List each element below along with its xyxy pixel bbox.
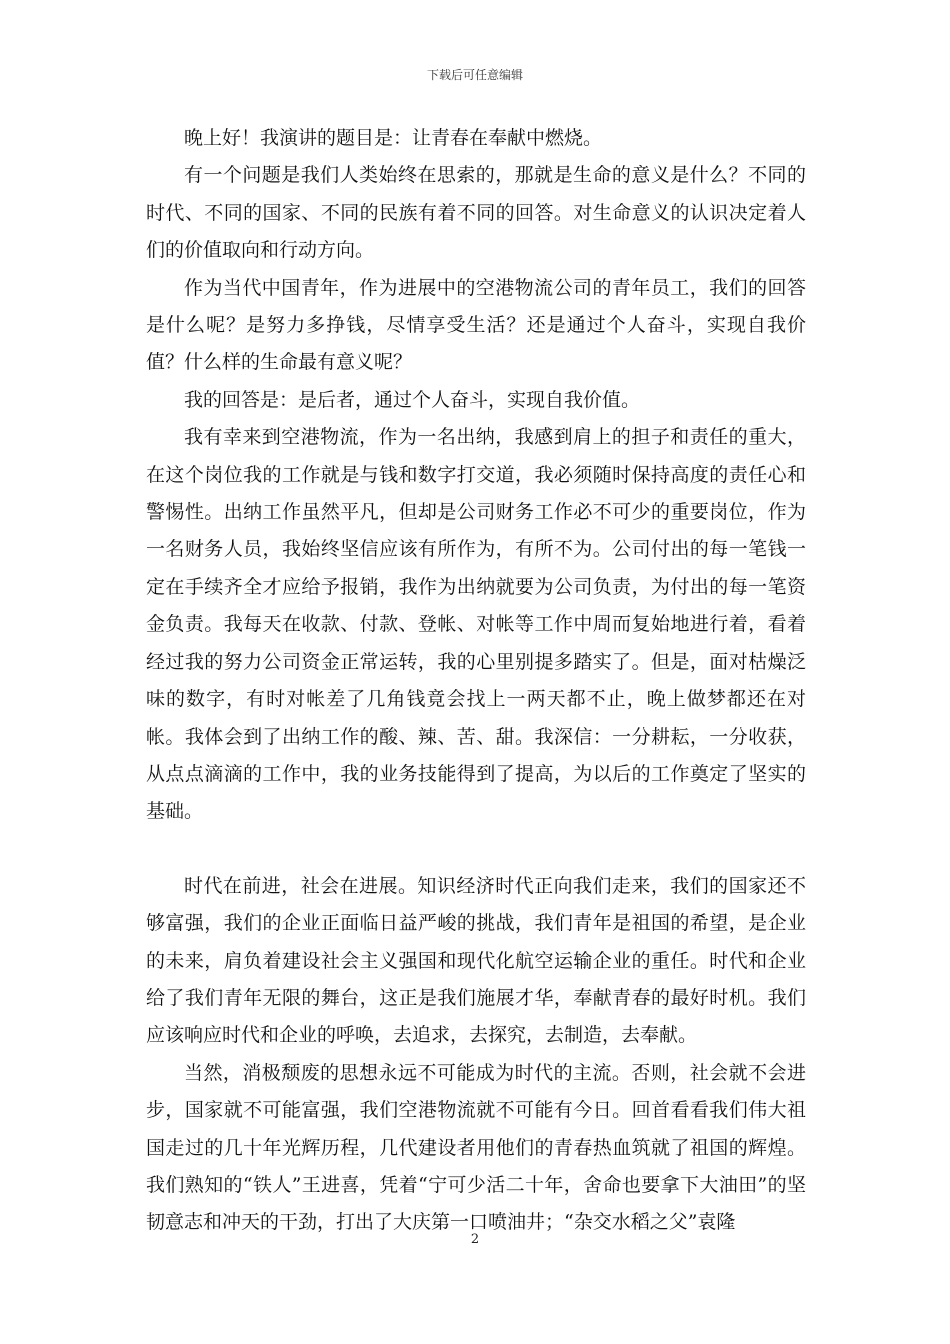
paragraph-greeting: 晚上好！我演讲的题目是：让青春在奉献中燃烧。 [184, 127, 603, 149]
page-number: 2 [470, 1232, 480, 1247]
paragraph-history: 当然，消极颓废的思想永远不可能成为时代的主流。否则，社会就不会进步，国家就不可能富强，我们空港物流就不可能有今日。回首看看我们伟大祖国走过的几十年光辉历程，几代建设者用他们的青春热血筑就了祖国的辉煌。我们熟知的“铁人”王进喜，凭着“宁可少活二十年，舍命也要拿下大油田”的坚韧意志和冲天的干劲，打出了大庆第一口喷油井；“杂交水稻之父”袁隆 [146, 1061, 806, 1234]
paragraph-cashier-work: 我有幸来到空港物流，作为一名出纳，我感到肩上的担子和责任的重大，在这个岗位我的工作就是与钱和数字打交道，我必须随时保持高度的责任心和警惕性。出纳工作虽然平凡，但却是公司财务工作必不可少的重要岗位，作为一名财务人员，我始终坚信应该有所作为，有所不为。公司付出的每一笔钱一定在手续齐全才应给予报销，我作为出纳就要为公司负责，为付出的每一笔资金负责。我每天在收款、付款、登帐、对帐等工作中周而复始地进行着，看着经过我的努力公司资金正常运转，我的心里别提多踏实了。但是，面对枯燥泛味的数字，有时对帐差了几角钱竟会找上一两天都不止，晚上做梦都还在对帐。我体会到了出纳工作的酸、辣、苦、甜。我深信：一分耕耘，一分收获，从点点滴滴的工作中，我的业务技能得到了提高，为以后的工作奠定了坚实的基础。 [146, 426, 806, 823]
paragraph-era-progress: 时代在前进，社会在进展。知识经济时代正向我们走来，我们的国家还不够富强，我们的企业正面临日益严峻的挑战，我们青年是祖国的希望，是企业的未来，肩负着建设社会主义强国和现代化航空运输企业的重任。时代和企业给了我们青年无限的舞台，这正是我们施展才华，奉献青春的最好时机。我们应该响应时代和企业的呼唤，去追求，去探究，去制造，去奉献。 [146, 874, 806, 1047]
document-body [146, 120, 806, 1242]
page-header: 下载后可任意编辑 [426, 68, 523, 82]
paragraph-my-answer: 我的回答是：是后者，通过个人奋斗，实现自我价值。 [184, 388, 641, 411]
paragraph-youth-answer: 作为当代中国青年，作为进展中的空港物流公司的青年员工，我们的回答是什么呢？是努力多挣钱，尽情享受生活？还是通过个人奋斗，实现自我价值？什么样的生命最有意义呢？ [146, 276, 806, 374]
paragraph-question: 有一个问题是我们人类始终在思索的，那就是生命的意义是什么？不同的时代、不同的国家、不同的民族有着不同的回答。对生命意义的认识决定着人们的价值取向和行动方向。 [146, 164, 806, 262]
paragraph-spacer [146, 831, 806, 868]
